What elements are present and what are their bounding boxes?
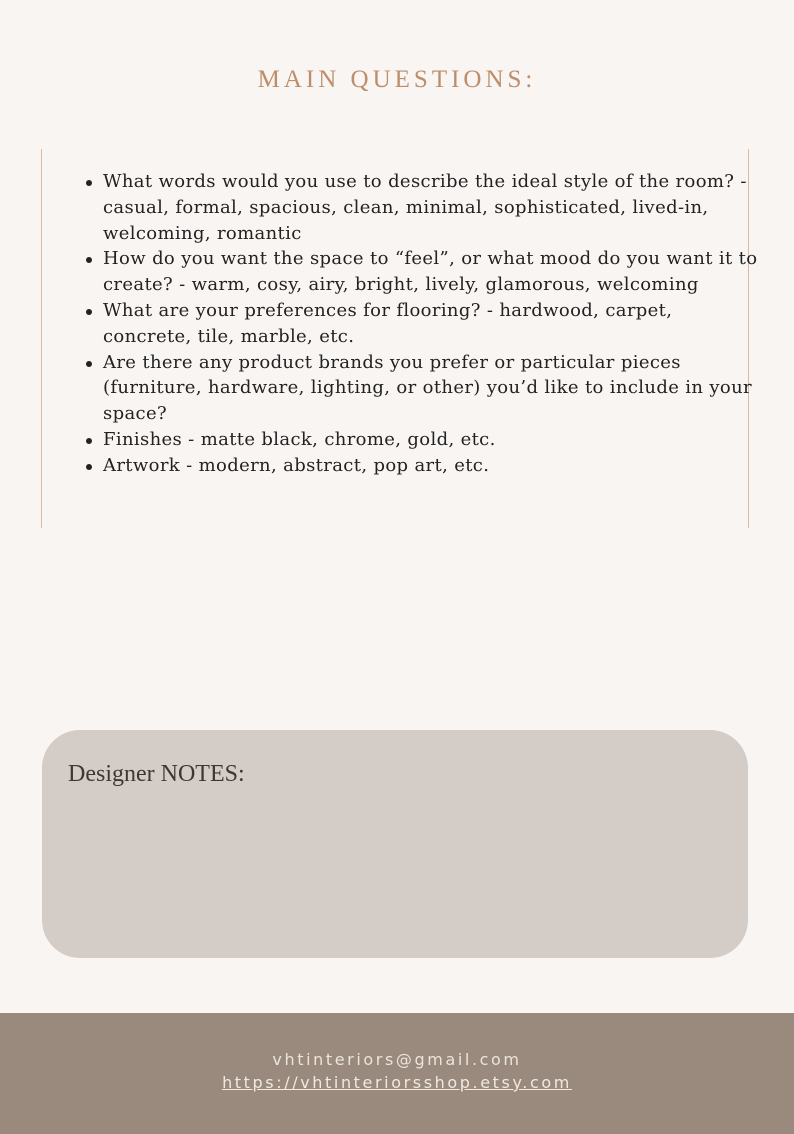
question-item: Artwork - modern, abstract, pop art, etc.: [103, 453, 763, 479]
designer-notes-box[interactable]: [42, 730, 748, 958]
page-title: MAIN QUESTIONS:: [257, 66, 537, 93]
footer-email[interactable]: vhtinteriors@gmail.com: [272, 1050, 522, 1069]
question-item: Finishes - matte black, chrome, gold, etc.: [103, 427, 763, 453]
question-item: Are there any product brands you prefer or particular pieces (furniture, hardware, lighting, or other) you’d like to include in your space?: [103, 350, 763, 427]
question-item: How do you want the space to “feel”, or what mood do you want it to create? - warm, cosy, airy, bright, lively, glamorous, welcoming: [103, 246, 763, 298]
designer-notes-label: Designer NOTES:: [68, 761, 245, 787]
left-divider-line: [41, 149, 42, 528]
footer-shop-link[interactable]: https://vhtinteriorsshop.etsy.com: [222, 1073, 572, 1092]
question-item: What are your preferences for flooring? - hardwood, carpet, concrete, tile, marble, etc.: [103, 298, 763, 350]
question-item: What words would you use to describe the ideal style of the room? - casual, formal, spacious, clean, minimal, sophisticated, lived-in, welcoming, romantic: [103, 169, 763, 246]
questions-list: [78, 169, 763, 479]
footer: [0, 1013, 794, 1134]
